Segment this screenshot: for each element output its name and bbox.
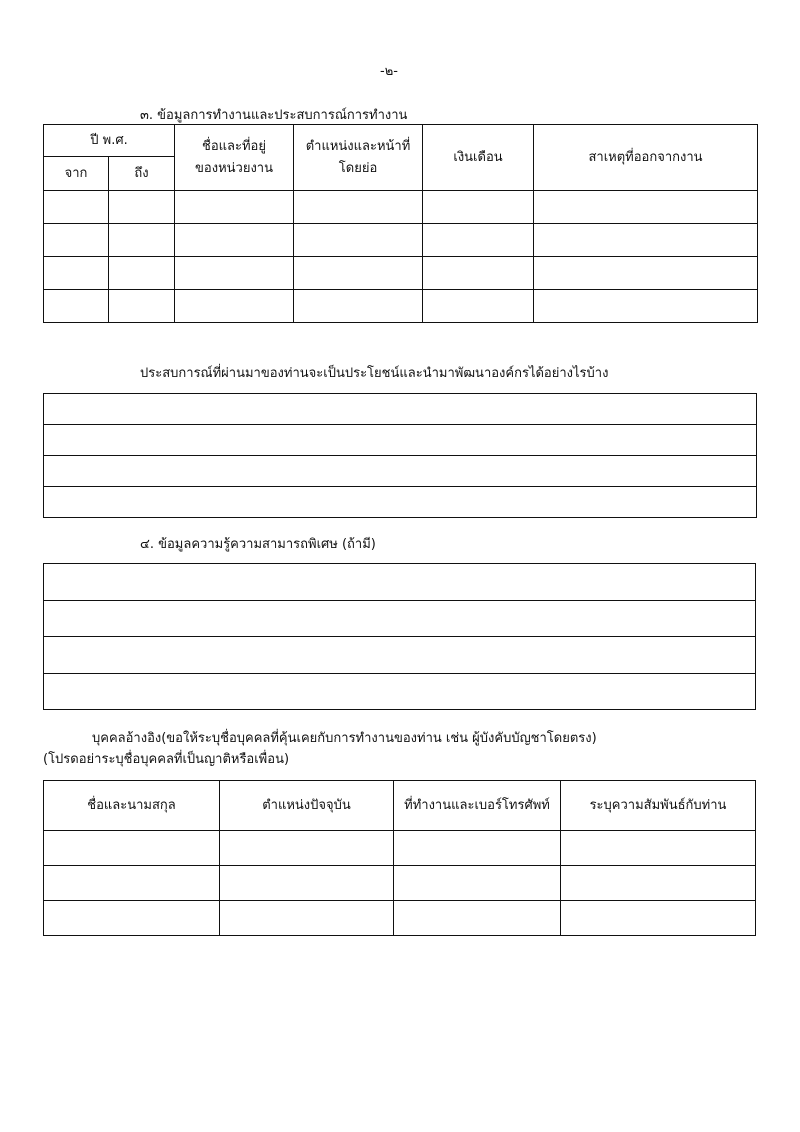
header-to: ถึง <box>109 157 175 191</box>
cell-position[interactable] <box>294 224 423 257</box>
table-row <box>44 257 758 290</box>
header-position-line1: ตำแหน่งและหน้าที่ <box>305 138 411 154</box>
answer-line[interactable] <box>44 425 756 456</box>
answer-line[interactable] <box>44 601 755 637</box>
cell-reason[interactable] <box>534 191 758 224</box>
header-current-position: ตำแหน่งปัจจุบัน <box>220 781 394 831</box>
cell-from[interactable] <box>44 191 109 224</box>
header-from: จาก <box>44 157 109 191</box>
cell-to[interactable] <box>109 191 175 224</box>
cell-from[interactable] <box>44 290 109 323</box>
header-org-line2: ของหน่วยงาน <box>195 160 273 176</box>
header-relationship: ระบุความสัมพันธ์กับท่าน <box>561 781 756 831</box>
cell-to[interactable] <box>109 224 175 257</box>
answer-line[interactable] <box>44 456 756 487</box>
header-org-line1: ชื่อและที่อยู่ <box>202 138 266 154</box>
table-row <box>44 831 756 866</box>
answer-line[interactable] <box>44 674 755 709</box>
references-table <box>43 780 756 936</box>
cell-workplace-phone[interactable] <box>394 866 561 901</box>
experience-question: ประสบการณ์ที่ผ่านมาของท่านจะเป็นประโยชน์และนำมาพัฒนาองค์กรได้อย่างไรบ้าง <box>140 366 609 381</box>
header-year: ปี พ.ศ. <box>44 125 175 157</box>
cell-org[interactable] <box>175 290 294 323</box>
experience-answer-box[interactable] <box>43 393 757 518</box>
cell-to[interactable] <box>109 290 175 323</box>
cell-org[interactable] <box>175 257 294 290</box>
table-row <box>44 866 756 901</box>
section4-title: ๔. ข้อมูลความรู้ความสามารถพิเศษ (ถ้ามี) <box>140 537 376 552</box>
header-workplace-phone: ที่ทำงานและเบอร์โทรศัพท์ <box>394 781 561 831</box>
cell-position[interactable] <box>294 257 423 290</box>
cell-reason[interactable] <box>534 224 758 257</box>
table-row <box>44 901 756 936</box>
cell-workplace-phone[interactable] <box>394 901 561 936</box>
cell-from[interactable] <box>44 257 109 290</box>
page-number: -๒- <box>380 64 398 79</box>
table-row <box>44 191 758 224</box>
cell-to[interactable] <box>109 257 175 290</box>
cell-name[interactable] <box>44 866 220 901</box>
cell-relationship[interactable] <box>561 901 756 936</box>
cell-org[interactable] <box>175 191 294 224</box>
section3-title: ๓. ข้อมูลการทำงานและประสบการณ์การทำงาน <box>140 108 408 123</box>
header-salary: เงินเดือน <box>423 125 534 191</box>
cell-relationship[interactable] <box>561 831 756 866</box>
special-skills-box[interactable] <box>43 563 756 710</box>
cell-salary[interactable] <box>423 290 534 323</box>
answer-line[interactable] <box>44 564 755 601</box>
cell-salary[interactable] <box>423 224 534 257</box>
answer-line[interactable] <box>44 637 755 674</box>
cell-name[interactable] <box>44 831 220 866</box>
cell-position[interactable] <box>294 290 423 323</box>
cell-relationship[interactable] <box>561 866 756 901</box>
cell-salary[interactable] <box>423 257 534 290</box>
cell-reason[interactable] <box>534 257 758 290</box>
cell-from[interactable] <box>44 224 109 257</box>
references-note: (โปรดอย่าระบุชื่อบุคคลที่เป็นญาติหรือเพื่อน) <box>43 752 290 767</box>
table-row <box>44 224 758 257</box>
header-name: ชื่อและนามสกุล <box>44 781 220 831</box>
header-position <box>294 125 423 191</box>
cell-workplace-phone[interactable] <box>394 831 561 866</box>
cell-salary[interactable] <box>423 191 534 224</box>
header-reason: สาเหตุที่ออกจากงาน <box>534 125 758 191</box>
cell-current-position[interactable] <box>220 901 394 936</box>
cell-org[interactable] <box>175 224 294 257</box>
cell-reason[interactable] <box>534 290 758 323</box>
answer-line[interactable] <box>44 394 756 425</box>
references-instruction: บุคคลอ้างอิง(ขอให้ระบุชื่อบุคคลที่คุ้นเคยกับการทำงานของท่าน เช่น ผู้บังคับบัญชาโดยตรง) <box>92 731 597 746</box>
work-history-table <box>43 124 758 323</box>
cell-position[interactable] <box>294 191 423 224</box>
cell-current-position[interactable] <box>220 831 394 866</box>
table-row <box>44 290 758 323</box>
header-position-line2: โดยย่อ <box>338 160 378 176</box>
cell-name[interactable] <box>44 901 220 936</box>
answer-line[interactable] <box>44 487 756 517</box>
cell-current-position[interactable] <box>220 866 394 901</box>
header-org <box>175 125 294 191</box>
